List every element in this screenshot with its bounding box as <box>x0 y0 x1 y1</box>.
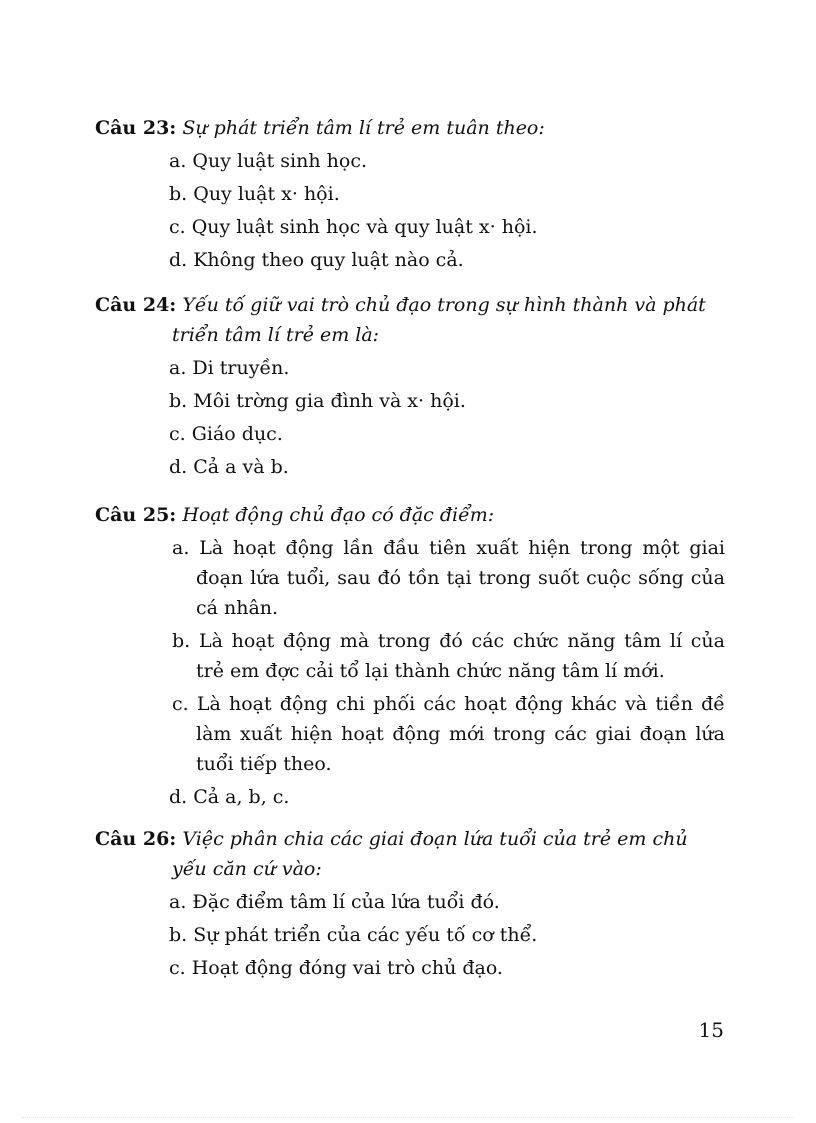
question-26 <box>95 824 725 983</box>
option-list <box>95 353 725 482</box>
question-25 <box>95 500 725 812</box>
option-d: d. Cả a, b, c. <box>169 786 290 808</box>
question-23 <box>95 113 725 275</box>
option-b: b. Quy luật x· hội. <box>169 183 340 205</box>
option-list <box>95 533 725 812</box>
option-d: d. Cả a và b. <box>169 456 289 478</box>
question-text: Yếu tố giữ vai trò chủ đạo trong sự hình thành và phát triển tâm lí trẻ em là: <box>172 294 706 346</box>
option-a: a. Đặc điểm tâm lí của lứa tuổi đó. <box>169 891 500 913</box>
question-text: Hoạt động chủ đạo có đặc điểm: <box>182 504 495 526</box>
option-b: b. Là hoạt động mà trong đó các chức năng tâm lí của trẻ em đợc cải tổ lại thành chức năng tâm lí mới. <box>172 630 725 682</box>
bottom-divider <box>22 1117 794 1118</box>
option-a: a. Di truyền. <box>169 357 290 379</box>
question-stem <box>95 500 725 530</box>
option-a: a. Là hoạt động lần đầu tiên xuất hiện trong một giai đoạn lứa tuổi, sau đó tồn tại trong suốt cuộc sống của cá nhân. <box>172 537 725 619</box>
option-c: c. Quy luật sinh học và quy luật x· hội. <box>169 216 538 238</box>
option-c: c. Hoạt động đóng vai trò chủ đạo. <box>169 957 503 979</box>
option-c: c. Giáo dục. <box>169 423 283 445</box>
question-stem <box>95 290 725 350</box>
question-stem <box>95 824 725 884</box>
option-d: d. Không theo quy luật nào cả. <box>169 249 464 271</box>
question-24 <box>95 290 725 482</box>
option-b: b. Môi trờng gia đình và x· hội. <box>169 390 466 412</box>
question-text: Việc phân chia các giai đoạn lứa tuổi của trẻ em chủ yếu căn cứ vào: <box>172 828 688 880</box>
option-list <box>95 887 725 983</box>
question-label: Câu 24: <box>95 294 177 316</box>
question-label: Câu 25: <box>95 504 177 526</box>
page-number: 15 <box>698 1018 724 1042</box>
question-label: Câu 23: <box>95 117 177 139</box>
option-list <box>95 146 725 275</box>
option-b: b. Sự phát triển của các yếu tố cơ thể. <box>169 924 538 946</box>
option-c: c. Là hoạt động chi phối các hoạt động khác và tiền đề làm xuất hiện hoạt động mới trong các giai đoạn lứa tuổi tiếp theo. <box>172 693 725 775</box>
question-stem <box>95 113 725 143</box>
question-text: Sự phát triển tâm lí trẻ em tuân theo: <box>182 117 545 139</box>
option-a: a. Quy luật sinh học. <box>169 150 368 172</box>
question-label: Câu 26: <box>95 828 177 850</box>
